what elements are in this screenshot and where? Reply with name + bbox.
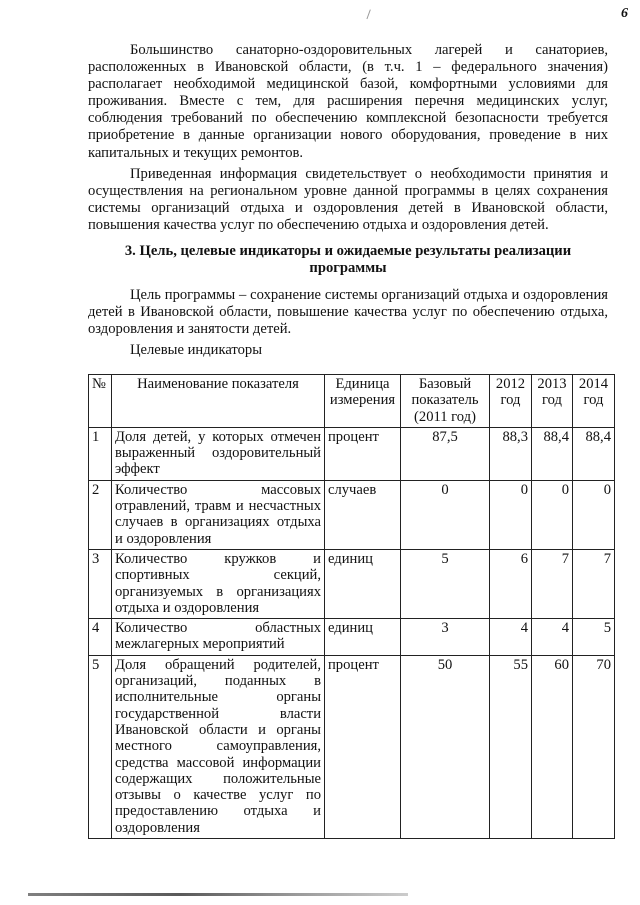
row-base: 0 <box>401 480 490 549</box>
header-unit: Единица измерения <box>325 375 401 428</box>
section-heading: 3. Цель, целевые индикаторы и ожидаемые результаты реализации программы <box>124 243 572 277</box>
header-2013: 2013 год <box>532 375 573 428</box>
header-name: Наименование показателя <box>112 375 325 428</box>
row-2012: 6 <box>490 549 532 618</box>
row-base: 50 <box>401 655 490 838</box>
page-number: 6 <box>621 6 628 21</box>
row-2013: 7 <box>532 549 573 618</box>
row-num: 3 <box>89 549 112 618</box>
header-2014: 2014 год <box>573 375 615 428</box>
scan-mark <box>366 9 374 20</box>
row-2012: 55 <box>490 655 532 838</box>
row-2012: 0 <box>490 480 532 549</box>
row-unit: единиц <box>325 619 401 656</box>
row-unit: процент <box>325 655 401 838</box>
row-base: 87,5 <box>401 427 490 480</box>
document-body <box>88 42 608 365</box>
indicators-table <box>88 374 615 839</box>
row-2014: 88,4 <box>573 427 615 480</box>
row-2014: 5 <box>573 619 615 656</box>
row-num: 2 <box>89 480 112 549</box>
table-row <box>89 619 615 656</box>
goal-paragraph: Цель программы – сохранение системы организаций отдыха и оздоровления детей в Ивановской области, повышение качества услуг по обеспечению отдыха, оздоровления и занятости детей. <box>88 287 608 338</box>
table-row <box>89 427 615 480</box>
row-2014: 70 <box>573 655 615 838</box>
indicators-label: Целевые индикаторы <box>130 342 263 359</box>
row-2014: 0 <box>573 480 615 549</box>
table-row <box>89 549 615 618</box>
row-2013: 60 <box>532 655 573 838</box>
intro-paragraph-1: Большинство санаторно-оздоровительных лагерей и санаториев, расположенных в Ивановской области, (в т.ч. 1 – федерального значения) располагает необходимой медицинской базой, комфортными условиями для проживания. Вместе с тем, для расширения перечня медицинских услуг, соблюдения требований по обеспечению комплексной безопасности требуется приобретение в данные организации нового оборудования, проведение в них капитальных и текущих ремонтов. <box>88 42 608 161</box>
row-name: Доля детей, у которых отмечен выраженный оздоровительный эффект <box>112 427 325 480</box>
header-base: Базовый показатель (2011 год) <box>401 375 490 428</box>
row-2012: 88,3 <box>490 427 532 480</box>
row-base: 5 <box>401 549 490 618</box>
table-header-row <box>89 375 615 428</box>
row-name: Доля обращений родителей, организаций, поданных в исполнительные органы государственной власти Ивановской области и органы местного самоуправления, средства массовой информации содержащих положительные отзывы о качестве услуг по предоставлению отдыха и оздоровления <box>112 655 325 838</box>
row-unit: случаев <box>325 480 401 549</box>
row-2013: 4 <box>532 619 573 656</box>
row-num: 4 <box>89 619 112 656</box>
row-unit: единиц <box>325 549 401 618</box>
row-2014: 7 <box>573 549 615 618</box>
row-2012: 4 <box>490 619 532 656</box>
table-row <box>89 480 615 549</box>
header-num: № <box>89 375 112 428</box>
row-2013: 0 <box>532 480 573 549</box>
row-name: Количество областных межлагерных мероприятий <box>112 619 325 656</box>
header-2012: 2012 год <box>490 375 532 428</box>
row-base: 3 <box>401 619 490 656</box>
row-2013: 88,4 <box>532 427 573 480</box>
scan-footer-line <box>28 893 408 896</box>
row-num: 1 <box>89 427 112 480</box>
table-row <box>89 655 615 838</box>
row-name: Количество массовых отравлений, травм и несчастных случаев в организациях отдыха и оздоровления <box>112 480 325 549</box>
intro-paragraph-2: Приведенная информация свидетельствует о необходимости принятия и осуществления на региональном уровне данной программы в целях сохранения системы организаций отдыха и оздоровления детей в Ивановской области, повышения качества услуг по обеспечению отдыха и оздоровления детей. <box>88 165 608 233</box>
row-name: Количество кружков и спортивных секций, организуемых в организациях отдыха и оздоровления <box>112 549 325 618</box>
row-num: 5 <box>89 655 112 838</box>
row-unit: процент <box>325 427 401 480</box>
